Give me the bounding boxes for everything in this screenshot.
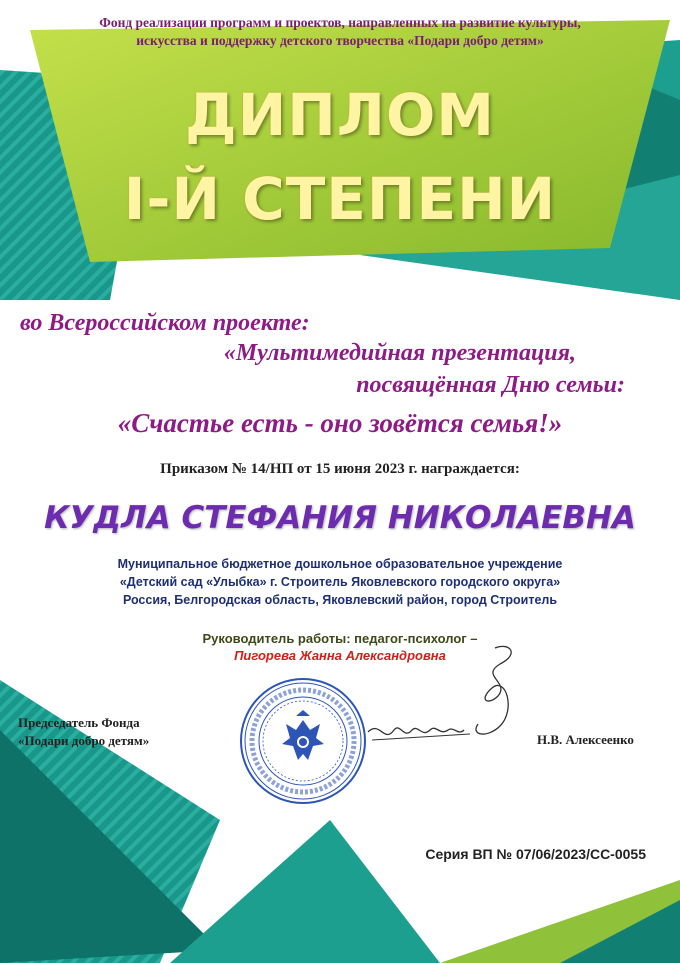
institution-block — [0, 555, 680, 609]
foundation-line-1: Фонд реализации программ и проектов, направленных на развитие культуры, — [99, 15, 581, 30]
series-number: Серия ВП № 07/06/2023/СС-0055 — [425, 846, 646, 862]
project-intro: во Всероссийском проекте: — [20, 310, 310, 336]
project-name-line-2: посвящённая Дню семьи: — [356, 372, 625, 398]
institution-line-3: Россия, Белгородская область, Яковлевский район, город Строитель — [122, 593, 558, 607]
chairman-title — [18, 714, 149, 750]
chairman-line-2: «Подари добро детям» — [18, 733, 150, 748]
signature-mark — [360, 640, 560, 770]
institution-line-1: Муниципальное бюджетное дошкольное образовательное учреждение — [117, 557, 563, 571]
signer-name: Н.В. Алексеенко — [537, 732, 634, 747]
institution-line-2: «Детский сад «Улыбка» г. Строитель Яковлевского городского округа» — [119, 575, 561, 589]
diploma-degree: I-Й СТЕПЕНИ — [123, 165, 557, 233]
foundation-header — [0, 14, 680, 50]
foundation-line-2: искусства и поддержку детского творчества «Подари добро детям» — [136, 33, 544, 48]
chairman-line-1: Председатель Фонда — [18, 715, 140, 730]
leader-role: Руководитель работы: педагог-психолог – — [202, 631, 478, 646]
order-text: Приказом № 14/НП от 15 июня 2023 г. награждается: — [160, 461, 520, 477]
foundation-stamp — [238, 676, 368, 806]
project-name-line-1: «Мультимедийная презентация, — [223, 340, 576, 366]
leader-name: Пигорева Жанна Александровна — [234, 648, 446, 663]
diploma-title: ДИПЛОМ — [185, 81, 495, 149]
leader-block — [0, 630, 680, 664]
recipient-name: КУДЛА СТЕФАНИЯ НИКОЛАЕВНА — [44, 500, 636, 536]
project-motto: «Счастье есть - оно зовётся семья!» — [117, 408, 563, 438]
